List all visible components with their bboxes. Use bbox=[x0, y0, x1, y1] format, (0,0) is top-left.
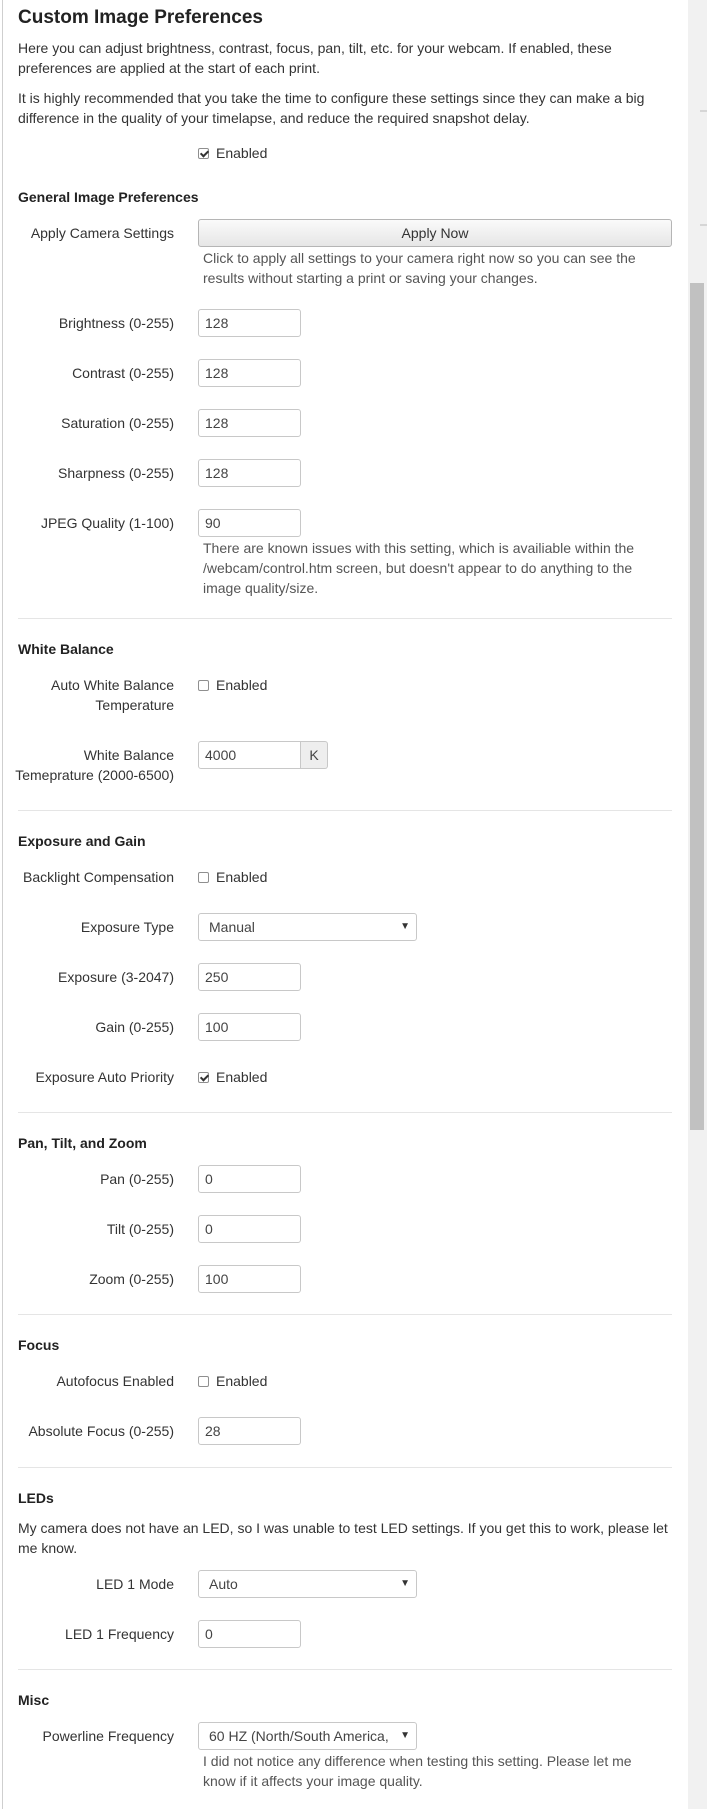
sharpness-input[interactable]: 128 bbox=[198, 459, 301, 487]
caret-down-icon: ▼ bbox=[400, 921, 410, 932]
powerline-frequency-select[interactable] bbox=[198, 1722, 417, 1750]
auto-white-balance-label-line-1: Auto White Balance bbox=[51, 677, 174, 693]
led-frequency-label: LED 1 Frequency bbox=[65, 1626, 174, 1642]
absolute-focus-label: Absolute Focus (0-255) bbox=[28, 1423, 174, 1439]
enabled-label: Enabled bbox=[216, 145, 268, 161]
saturation-input[interactable]: 128 bbox=[198, 409, 301, 437]
leds-note: My camera does not have an LED, so I was unable to test LED settings. If you get this to work, please let me know. bbox=[18, 1520, 668, 1556]
section-title-misc: Misc bbox=[18, 1692, 50, 1708]
section-title-exposure: Exposure and Gain bbox=[18, 833, 146, 849]
tilt-label: Tilt (0-255) bbox=[106, 1221, 174, 1237]
exposure-auto-priority-checkbox[interactable] bbox=[198, 1067, 267, 1087]
powerline-frequency-value: 60 HZ (North/South America, bbox=[209, 1728, 389, 1744]
led-mode-label: LED 1 Mode bbox=[96, 1576, 174, 1592]
jpeg-quality-help-text: There are known issues with this setting, which is availiable within the /webcam/control.htm screen, but doesn't appear to do anything to the image quality/size. bbox=[203, 540, 635, 596]
white-balance-temperature-label-line-2: Temeprature (2000-6500) bbox=[15, 767, 174, 783]
exposure-label: Exposure (3-2047) bbox=[58, 969, 174, 985]
auto-white-balance-checkbox[interactable] bbox=[198, 675, 267, 695]
divider bbox=[18, 1112, 672, 1113]
section-title-leds: LEDs bbox=[18, 1490, 54, 1506]
contrast-input[interactable]: 128 bbox=[198, 359, 301, 387]
led-mode-value: Auto bbox=[209, 1576, 238, 1592]
jpeg-quality-label: JPEG Quality (1-100) bbox=[40, 515, 174, 531]
tilt-input[interactable]: 0 bbox=[198, 1215, 301, 1243]
apply-camera-settings-label: Apply Camera Settings bbox=[30, 225, 174, 241]
jpeg-quality-input[interactable]: 90 bbox=[198, 509, 301, 537]
intro-paragraph-1: Here you can adjust brightness, contrast, focus, pan, tilt, etc. for your webcam. If enabled, these preferences are applied at the start of each print. bbox=[18, 40, 612, 76]
autofocus-checkbox[interactable] bbox=[198, 1371, 267, 1391]
powerline-frequency-label: Powerline Frequency bbox=[42, 1728, 174, 1744]
caret-down-icon: ▼ bbox=[400, 1578, 410, 1589]
pan-label: Pan (0-255) bbox=[100, 1171, 174, 1187]
checkbox-icon[interactable] bbox=[198, 680, 209, 691]
section-title-white-balance: White Balance bbox=[18, 641, 114, 657]
intro-paragraph-2: It is highly recommended that you take the time to configure these settings since they can make a big difference in the quality of your timelapse, and reduce the required snapshot delay. bbox=[18, 90, 645, 126]
divider bbox=[18, 1669, 672, 1670]
led-mode-select[interactable] bbox=[198, 1570, 417, 1598]
enabled-label: Enabled bbox=[216, 1069, 268, 1085]
section-title-ptz: Pan, Tilt, and Zoom bbox=[18, 1135, 147, 1151]
caret-down-icon: ▼ bbox=[400, 1730, 410, 1741]
exposure-auto-priority-label: Exposure Auto Priority bbox=[35, 1069, 174, 1085]
scrollbar-thumb[interactable] bbox=[690, 283, 704, 1130]
exposure-type-select[interactable] bbox=[198, 913, 417, 941]
enabled-label: Enabled bbox=[216, 1373, 268, 1389]
divider bbox=[18, 810, 672, 811]
apply-now-button[interactable]: Apply Now bbox=[198, 219, 672, 247]
contrast-label: Contrast (0-255) bbox=[72, 365, 174, 381]
section-title-focus: Focus bbox=[18, 1337, 60, 1353]
checkmark-icon[interactable] bbox=[198, 1072, 209, 1083]
pan-input[interactable]: 0 bbox=[198, 1165, 301, 1193]
auto-white-balance-label bbox=[4, 675, 174, 715]
backlight-compensation-label: Backlight Compensation bbox=[23, 869, 174, 885]
autofocus-label: Autofocus Enabled bbox=[56, 1373, 174, 1389]
page-title: Custom Image Preferences bbox=[18, 7, 263, 28]
divider bbox=[18, 1314, 672, 1315]
exposure-type-label: Exposure Type bbox=[80, 919, 174, 935]
apply-help-text: Click to apply all settings to your camera right now so you can see the results without starting a print or saving your changes. bbox=[203, 250, 636, 286]
custom-prefs-enabled-checkbox[interactable] bbox=[198, 143, 267, 163]
gain-label: Gain (0-255) bbox=[95, 1019, 174, 1035]
edge-mark bbox=[700, 110, 707, 112]
sharpness-label: Sharpness (0-255) bbox=[58, 465, 174, 481]
enabled-label: Enabled bbox=[216, 677, 268, 693]
kelvin-unit-addon: K bbox=[301, 741, 328, 769]
checkmark-icon[interactable] bbox=[198, 148, 209, 159]
divider bbox=[18, 1467, 672, 1468]
divider bbox=[18, 618, 672, 619]
auto-white-balance-label-line-2: Temperature bbox=[95, 697, 174, 713]
backlight-compensation-checkbox[interactable] bbox=[198, 867, 267, 887]
panel-border bbox=[2, 0, 3, 1809]
white-balance-temperature-label bbox=[0, 745, 174, 785]
saturation-label: Saturation (0-255) bbox=[61, 415, 174, 431]
checkbox-icon[interactable] bbox=[198, 1376, 209, 1387]
checkbox-icon[interactable] bbox=[198, 872, 209, 883]
gain-input[interactable]: 100 bbox=[198, 1013, 301, 1041]
powerline-help-text: I did not notice any difference when testing this setting. Please let me know if it affects your image quality. bbox=[203, 1753, 632, 1789]
zoom-input[interactable]: 100 bbox=[198, 1265, 301, 1293]
brightness-label: Brightness (0-255) bbox=[58, 315, 174, 331]
exposure-type-value: Manual bbox=[209, 919, 255, 935]
zoom-label: Zoom (0-255) bbox=[89, 1271, 174, 1287]
exposure-input[interactable]: 250 bbox=[198, 963, 301, 991]
brightness-input[interactable]: 128 bbox=[198, 309, 301, 337]
section-title-general: General Image Preferences bbox=[18, 189, 199, 205]
white-balance-temperature-input[interactable]: 4000 bbox=[198, 741, 301, 769]
absolute-focus-input[interactable]: 28 bbox=[198, 1417, 301, 1445]
led-frequency-input[interactable]: 0 bbox=[198, 1620, 301, 1648]
white-balance-temperature-label-line-1: White Balance bbox=[83, 747, 174, 763]
edge-mark bbox=[700, 224, 707, 226]
enabled-label: Enabled bbox=[216, 869, 268, 885]
